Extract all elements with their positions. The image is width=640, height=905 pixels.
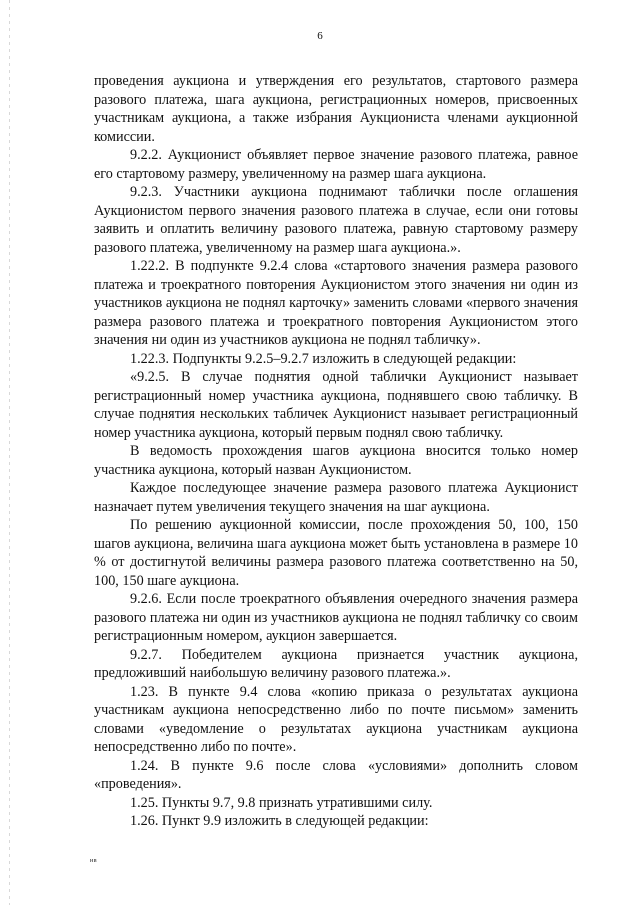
- paragraph-steps-register: В ведомость прохождения шагов аукциона вносится только номер участника аукциона, который назван Аукционистом.: [94, 443, 578, 478]
- paragraph-9-2-5: «9.2.5. В случае поднятия одной таблички Аукционист называет регистрационный номер участника аукциона, поднявшего свою табличку. В случае поднятия нескольких табличек Аукционист называет регистрационный номер участника аукциона, который первым поднял свою табличку.: [94, 369, 578, 441]
- paragraph-9-2-3: 9.2.3. Участники аукциона поднимают таблички после оглашения Аукционистом первого значения разового платежа в случае, если они готовы заявить и оплатить величину разового платежа, равную стартовому размеру разового платежа, увеличенному на размер шага аукциона.».: [94, 184, 578, 256]
- paragraph-1-26: 1.26. Пункт 9.9 изложить в следующей редакции:: [130, 813, 429, 829]
- paragraph-continuation: проведения аукциона и утверждения его результатов, стартового размера разового платежа, шага аукциона, регистрационных номеров, присвоенных участникам аукциона, а также избрания Аукциониста членами аукционной комиссии.: [94, 73, 578, 145]
- paragraph-9-2-2: 9.2.2. Аукционист объявляет первое значение разового платежа, равное его стартовому размеру, увеличенному на размер шага аукциона.: [94, 147, 578, 182]
- page-number: 6: [317, 30, 323, 42]
- page-edge-line: [9, 0, 10, 905]
- paragraph-1-23: 1.23. В пункте 9.4 слова «копию приказа о результатах аукциона участникам аукциона непосредственно либо по почте письмом» заменить словами «уведомление о результатах аукциона участникам аукциона непосредственно либо по почте».: [94, 683, 578, 755]
- paragraph-1-24: 1.24. В пункте 9.6 после слова «условиями» дополнить словом «проведения».: [94, 757, 578, 792]
- paragraph-9-2-7: 9.2.7. Победителем аукциона признается участник аукциона, предложивший наибольшую величину разового платежа.».: [94, 646, 578, 681]
- paragraph-1-25: 1.25. Пункты 9.7, 9.8 признать утратившими силу.: [130, 794, 433, 811]
- paragraph-1-22-3: 1.22.3. Подпункты 9.2.5–9.2.7 изложить в следующей редакции:: [130, 350, 517, 367]
- paragraph-9-2-6: 9.2.6. Если после троекратного объявления очередного значения размера разового платежа ни один из участников аукциона не поднял табличку со своим регистрационным номером, аукцион завершается.: [94, 591, 578, 644]
- footer-mark: нв: [90, 858, 98, 864]
- body-text: [94, 72, 578, 831]
- paragraph-next-value: Каждое последующее значение размера разового платежа Аукционист назначает путем увеличения текущего значения на шаг аукциона.: [94, 480, 578, 515]
- paragraph-step-size: По решению аукционной комиссии, после прохождения 50, 100, 150 шагов аукциона, величина шага аукциона может быть установлена в размере 10 % от достигнутой величины размера разового платежа соответственно на 50, 100, 150 шаге аукциона.: [94, 517, 578, 589]
- paragraph-1-22-2: 1.22.2. В подпункте 9.2.4 слова «стартового значения размера разового платежа и троекратного повторения Аукционистом этого значения ни один из участников аукциона не поднял карточку» заменить словами «первого значения размера разового платежа и троекратного повторения Аукционистом этого значения ни один из участников аукциона не поднял табличку».: [94, 258, 578, 348]
